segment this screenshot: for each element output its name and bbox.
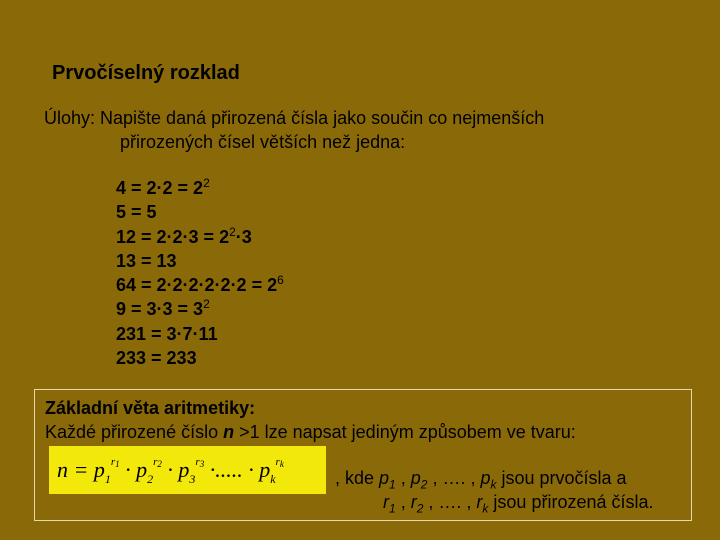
explanation-exponents: $r_1$ , $r_2$ , …. , $r_k$ jsou přirozená čísla. — [383, 492, 654, 516]
equation-row: 13 = 13 — [116, 250, 177, 271]
theorem-text: Každé přirozené číslo n >1 lze napsat jediným způsobem ve tvaru: — [45, 422, 576, 442]
theorem-title: Základní věta aritmetiky: — [45, 398, 256, 418]
explanation-primes: , kde $p_1$ , $p_2$ , …. , $p_k$ jsou prvočísla a — [335, 468, 627, 492]
equation-row: $12 = 2\cdot 2\cdot 3 = 2^2\cdot 3$ — [116, 224, 252, 247]
formula-box — [49, 446, 326, 494]
equation-list — [116, 176, 284, 370]
equation-row: 231 = 3·7·11 — [116, 323, 218, 344]
task-text — [44, 106, 684, 154]
equation-row: $4 = 2\cdot 2 = 2^2$ — [116, 176, 210, 198]
factorization-formula: $n = p_1^{r1} \cdot p_2^{r2} \cdot p_3^{r3}$ ·..... · $p_k^{rk}$ — [57, 456, 284, 486]
equation-row: 5 = 5 — [116, 202, 157, 223]
equation-row: 233 = 233 — [116, 348, 197, 369]
task-line-1: Úlohy: Napište daná přirozená čísla jako součin co nejmenších — [44, 108, 545, 128]
theorem-box — [34, 389, 692, 521]
equation-row: $64 = 2\cdot 2\cdot 2\cdot 2\cdot 2\cdot 2 = 2^6$ — [116, 273, 284, 296]
task-line-2: přirozených čísel větších než jedna: — [120, 132, 406, 152]
page-title: Prvočíselný rozklad — [52, 62, 240, 84]
equation-row: $9 = 3\cdot 3 = 3^2$ — [116, 297, 210, 320]
